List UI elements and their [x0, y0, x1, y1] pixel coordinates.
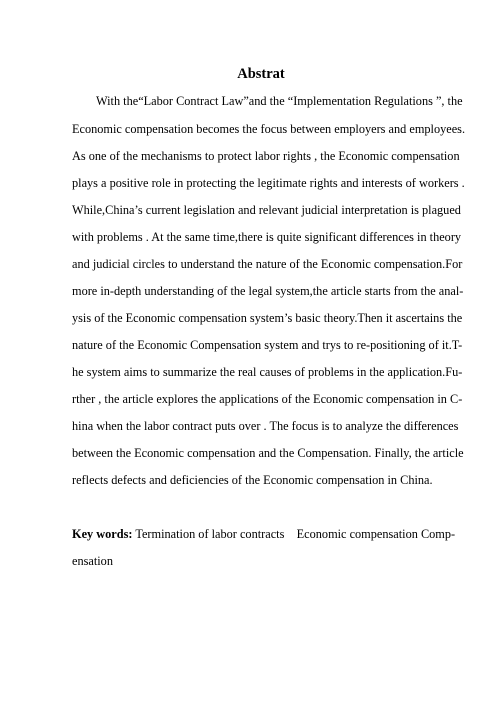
keywords-label: Key words:: [72, 527, 133, 541]
abstract-line: rther , the article explores the applications of the Economic compensation in C-: [72, 392, 463, 406]
abstract-line: While,China’s current legislation and relevant judicial interpretation is plagued: [72, 203, 461, 217]
abstract-title: Abstrat: [237, 66, 285, 82]
abstract-line: nature of the Economic Compensation system and trys to re-positioning of it.T-: [72, 338, 463, 352]
abstract-line: he system aims to summarize the real causes of problems in the application.Fu-: [72, 365, 463, 379]
abstract-line: more in-depth understanding of the legal system,the article starts from the anal-: [72, 284, 464, 298]
abstract-line: with problems . At the same time,there is quite significant differences in theory: [72, 230, 462, 244]
abstract-line: With the“Labor Contract Law”and the “Implementation Regulations ”, the: [96, 94, 463, 108]
abstract-line: hina when the labor contract puts over . The focus is to analyze the differences: [72, 419, 459, 433]
keywords-text: Termination of labor contracts Economic compensation Comp-: [135, 527, 456, 541]
abstract-line: reflects defects and deficiencies of the Economic compensation in China.: [72, 473, 433, 487]
keywords-first-line: [72, 526, 455, 542]
abstract-line: Economic compensation becomes the focus between employers and employees.: [72, 122, 466, 136]
abstract-line: As one of the mechanisms to protect labor rights , the Economic compensation: [72, 149, 460, 163]
abstract-line: plays a positive role in protecting the legitimate rights and interests of workers .: [72, 176, 465, 190]
abstract-line: and judicial circles to understand the nature of the Economic compensation.For: [72, 257, 463, 271]
keywords-second-line: ensation: [72, 554, 113, 568]
abstract-line: ysis of the Economic compensation system’s basic theory.Then it ascertains the: [72, 311, 463, 325]
abstract-line: between the Economic compensation and the Compensation. Finally, the article: [72, 446, 464, 460]
